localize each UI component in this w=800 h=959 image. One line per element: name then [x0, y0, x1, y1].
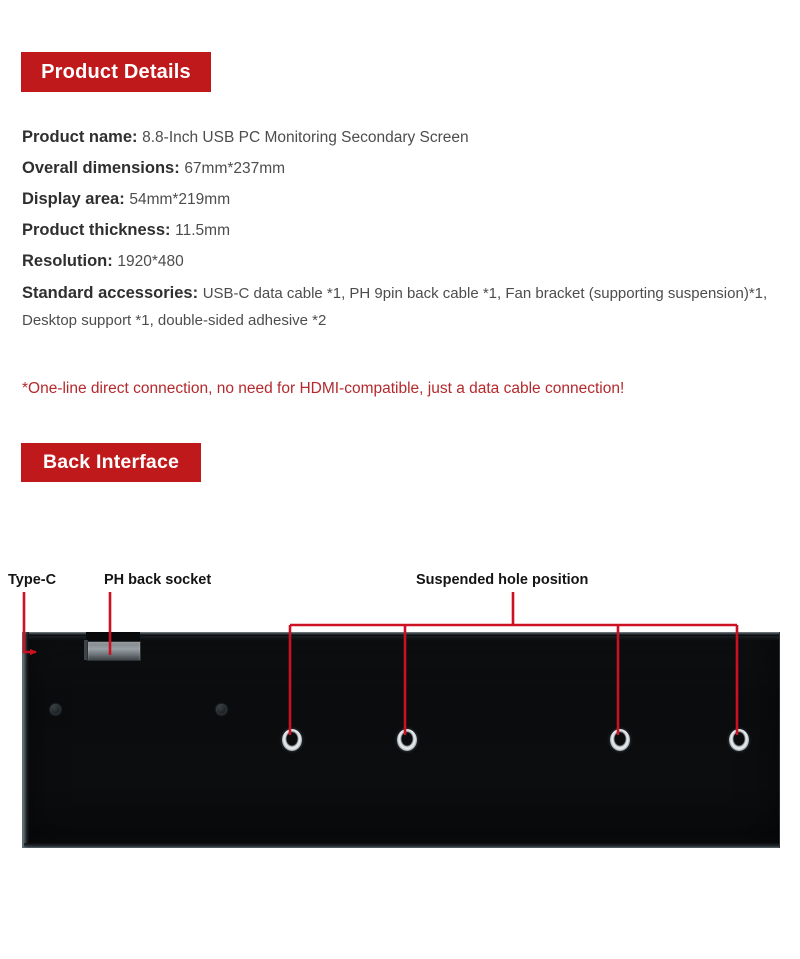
spec-label-product-thickness: Product thickness: — [22, 221, 171, 239]
mounting-hole-2 — [397, 729, 417, 751]
spec-row-display-area — [22, 184, 797, 215]
section-badge-product-details-label: Product Details — [41, 60, 191, 83]
device-chassis — [22, 632, 780, 848]
ph-back-socket-connector — [87, 641, 141, 661]
spec-label-overall-dimensions: Overall dimensions: — [22, 159, 180, 177]
mounting-hole-1 — [282, 729, 302, 751]
device-back-panel-image — [22, 632, 780, 848]
callout-label-type-c: Type-C — [8, 572, 57, 588]
mounting-hole-3 — [610, 729, 630, 751]
direct-connection-note: *One-line direct connection, no need for HDMI-compatible, just a data cable connection! — [22, 380, 625, 397]
section-badge-product-details — [21, 52, 211, 92]
spec-label-display-area: Display area: — [22, 190, 125, 208]
chassis-screw-left — [50, 704, 61, 715]
spec-row-product-thickness — [22, 215, 797, 246]
spec-value-display-area: 54mm*219mm — [129, 191, 231, 208]
device-bottom-edge — [24, 843, 779, 848]
spec-value-product-name: 8.8-Inch USB PC Monitoring Secondary Screen — [142, 129, 469, 146]
specification-list — [22, 122, 797, 334]
spec-value-product-thickness: 11.5mm — [175, 222, 230, 239]
device-left-edge — [24, 632, 29, 848]
callout-label-ph-back-socket: PH back socket — [104, 572, 212, 588]
chassis-screw-right — [216, 704, 227, 715]
spec-label-product-name: Product name: — [22, 128, 138, 146]
spec-label-standard-accessories: Standard accessories: — [22, 284, 199, 302]
spec-row-resolution — [22, 246, 797, 277]
spec-value-standard-accessories: USB-C data cable *1, PH 9pin back cable *1, Fan bracket (supporting suspension)*1, Desktop support *1, double-sided adhesive *2 — [22, 285, 768, 329]
section-badge-back-interface-label: Back Interface — [42, 451, 180, 473]
callout-label-suspended-hole-position: Suspended hole position — [416, 572, 589, 588]
spec-row-standard-accessories — [22, 280, 797, 334]
spec-label-resolution: Resolution: — [22, 252, 113, 270]
spec-value-resolution: 1920*480 — [117, 253, 184, 270]
mounting-hole-4 — [729, 729, 749, 751]
spec-row-product-name — [22, 122, 797, 153]
spec-value-overall-dimensions: 67mm*237mm — [184, 160, 286, 177]
section-badge-back-interface — [21, 443, 201, 482]
spec-row-overall-dimensions — [22, 153, 797, 184]
